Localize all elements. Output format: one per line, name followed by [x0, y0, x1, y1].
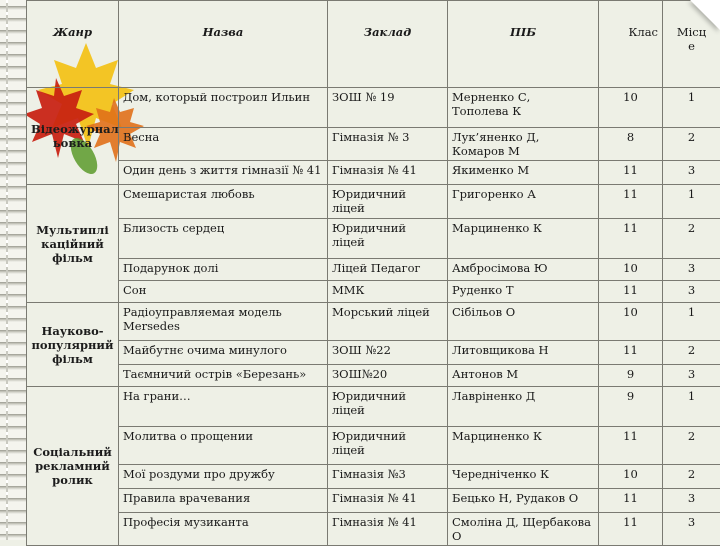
author-cell: Лук’яненко Д, Комаров М	[448, 128, 599, 161]
grade-cell: 9	[599, 387, 663, 427]
table-row	[27, 387, 720, 427]
school-cell: Гімназія № 3	[328, 128, 448, 161]
grade-cell: 11	[599, 281, 663, 303]
author-cell: Литовщикова Н	[448, 341, 599, 365]
grade-cell: 9	[599, 365, 663, 387]
title-cell: На грани…	[119, 387, 328, 427]
school-cell: Морський ліцей	[328, 303, 448, 341]
place-cell: 3	[663, 513, 720, 546]
header-school: Заклад	[328, 1, 448, 88]
table-row	[27, 88, 720, 128]
place-cell: 2	[663, 128, 720, 161]
grade-cell: 11	[599, 513, 663, 546]
table-body	[27, 88, 720, 546]
title-cell: Смешаристая любовь	[119, 185, 328, 219]
table-header	[27, 1, 720, 88]
genre-cell: Відеожурнал ьовка	[27, 88, 119, 185]
school-cell: Юридичний ліцей	[328, 185, 448, 219]
place-cell: 1	[663, 303, 720, 341]
author-cell: Мерненко С, Тополева К	[448, 88, 599, 128]
title-cell: Сон	[119, 281, 328, 303]
school-cell: ЗОШ№20	[328, 365, 448, 387]
author-cell: Смоліна Д, Щербакова О	[448, 513, 599, 546]
school-cell: ММК	[328, 281, 448, 303]
school-cell: ЗОШ №22	[328, 341, 448, 365]
title-cell: Дом, который построил Ильин	[119, 88, 328, 128]
place-cell: 2	[663, 341, 720, 365]
competition-results-table	[26, 0, 720, 546]
place-cell: 3	[663, 259, 720, 281]
table-row	[27, 513, 720, 546]
school-cell: Юридичний ліцей	[328, 427, 448, 465]
grade-cell: 8	[599, 128, 663, 161]
title-cell: Майбутнє очима минулого	[119, 341, 328, 365]
table-row	[27, 303, 720, 341]
table-row	[27, 427, 720, 465]
table-row	[27, 259, 720, 281]
school-cell: Юридичний ліцей	[328, 219, 448, 259]
grade-cell: 10	[599, 465, 663, 489]
table-row	[27, 281, 720, 303]
author-cell: Лавріненко Д	[448, 387, 599, 427]
place-cell: 1	[663, 387, 720, 427]
grade-cell: 11	[599, 427, 663, 465]
header-place: Місц е	[663, 1, 720, 88]
place-cell: 3	[663, 365, 720, 387]
table-row	[27, 465, 720, 489]
author-cell: Амбросімова Ю	[448, 259, 599, 281]
title-cell: Мої роздуми про дружбу	[119, 465, 328, 489]
school-cell: Ліцей Педагог	[328, 259, 448, 281]
place-cell: 2	[663, 465, 720, 489]
notebook-spiral	[0, 0, 27, 540]
title-cell: Таємничий острів «Березань»	[119, 365, 328, 387]
title-cell: Один день з життя гімназії № 41	[119, 161, 328, 185]
header-title: Назва	[119, 1, 328, 88]
title-cell: Весна	[119, 128, 328, 161]
grade-cell: 11	[599, 341, 663, 365]
school-cell: Гімназія №3	[328, 465, 448, 489]
grade-cell: 11	[599, 161, 663, 185]
place-cell: 3	[663, 161, 720, 185]
title-cell: Правила врачевания	[119, 489, 328, 513]
table-row	[27, 219, 720, 259]
title-cell: Професія музиканта	[119, 513, 328, 546]
title-cell: Близость сердец	[119, 219, 328, 259]
grade-cell: 11	[599, 489, 663, 513]
table-row	[27, 489, 720, 513]
author-cell: Григоренко А	[448, 185, 599, 219]
author-cell: Марциненко К	[448, 427, 599, 465]
table-row	[27, 128, 720, 161]
place-cell: 1	[663, 185, 720, 219]
grade-cell: 11	[599, 219, 663, 259]
author-cell: Бецько Н, Рудаков О	[448, 489, 599, 513]
table-row	[27, 365, 720, 387]
page-curl	[690, 0, 720, 30]
genre-cell: Соціальний рекламний ролик	[27, 387, 119, 546]
genre-cell: Науково- популярний фільм	[27, 303, 119, 387]
place-cell: 2	[663, 427, 720, 465]
author-cell: Марциненко К	[448, 219, 599, 259]
table-row	[27, 161, 720, 185]
title-cell: Подарунок долі	[119, 259, 328, 281]
school-cell: Гімназія № 41	[328, 161, 448, 185]
place-cell: 3	[663, 489, 720, 513]
author-cell: Руденко Т	[448, 281, 599, 303]
header-author: ПІБ	[448, 1, 599, 88]
place-cell: 2	[663, 219, 720, 259]
place-cell: 1	[663, 88, 720, 128]
school-cell: ЗОШ № 19	[328, 88, 448, 128]
school-cell: Юридичний ліцей	[328, 387, 448, 427]
header-grade: Клас	[599, 1, 663, 88]
genre-cell: Мультиплі каційний фільм	[27, 185, 119, 303]
place-cell: 3	[663, 281, 720, 303]
author-cell: Антонов М	[448, 365, 599, 387]
title-cell: Молитва о прощении	[119, 427, 328, 465]
author-cell: Чередніченко К	[448, 465, 599, 489]
author-cell: Якименко М	[448, 161, 599, 185]
grade-cell: 11	[599, 185, 663, 219]
grade-cell: 10	[599, 259, 663, 281]
school-cell: Гімназія № 41	[328, 489, 448, 513]
table-row	[27, 185, 720, 219]
title-cell: Радіоуправляемая модель Mersedes	[119, 303, 328, 341]
table-row	[27, 341, 720, 365]
grade-cell: 10	[599, 88, 663, 128]
header-genre: Жанр	[27, 1, 119, 88]
school-cell: Гімназія № 41	[328, 513, 448, 546]
author-cell: Сібільов О	[448, 303, 599, 341]
grade-cell: 10	[599, 303, 663, 341]
